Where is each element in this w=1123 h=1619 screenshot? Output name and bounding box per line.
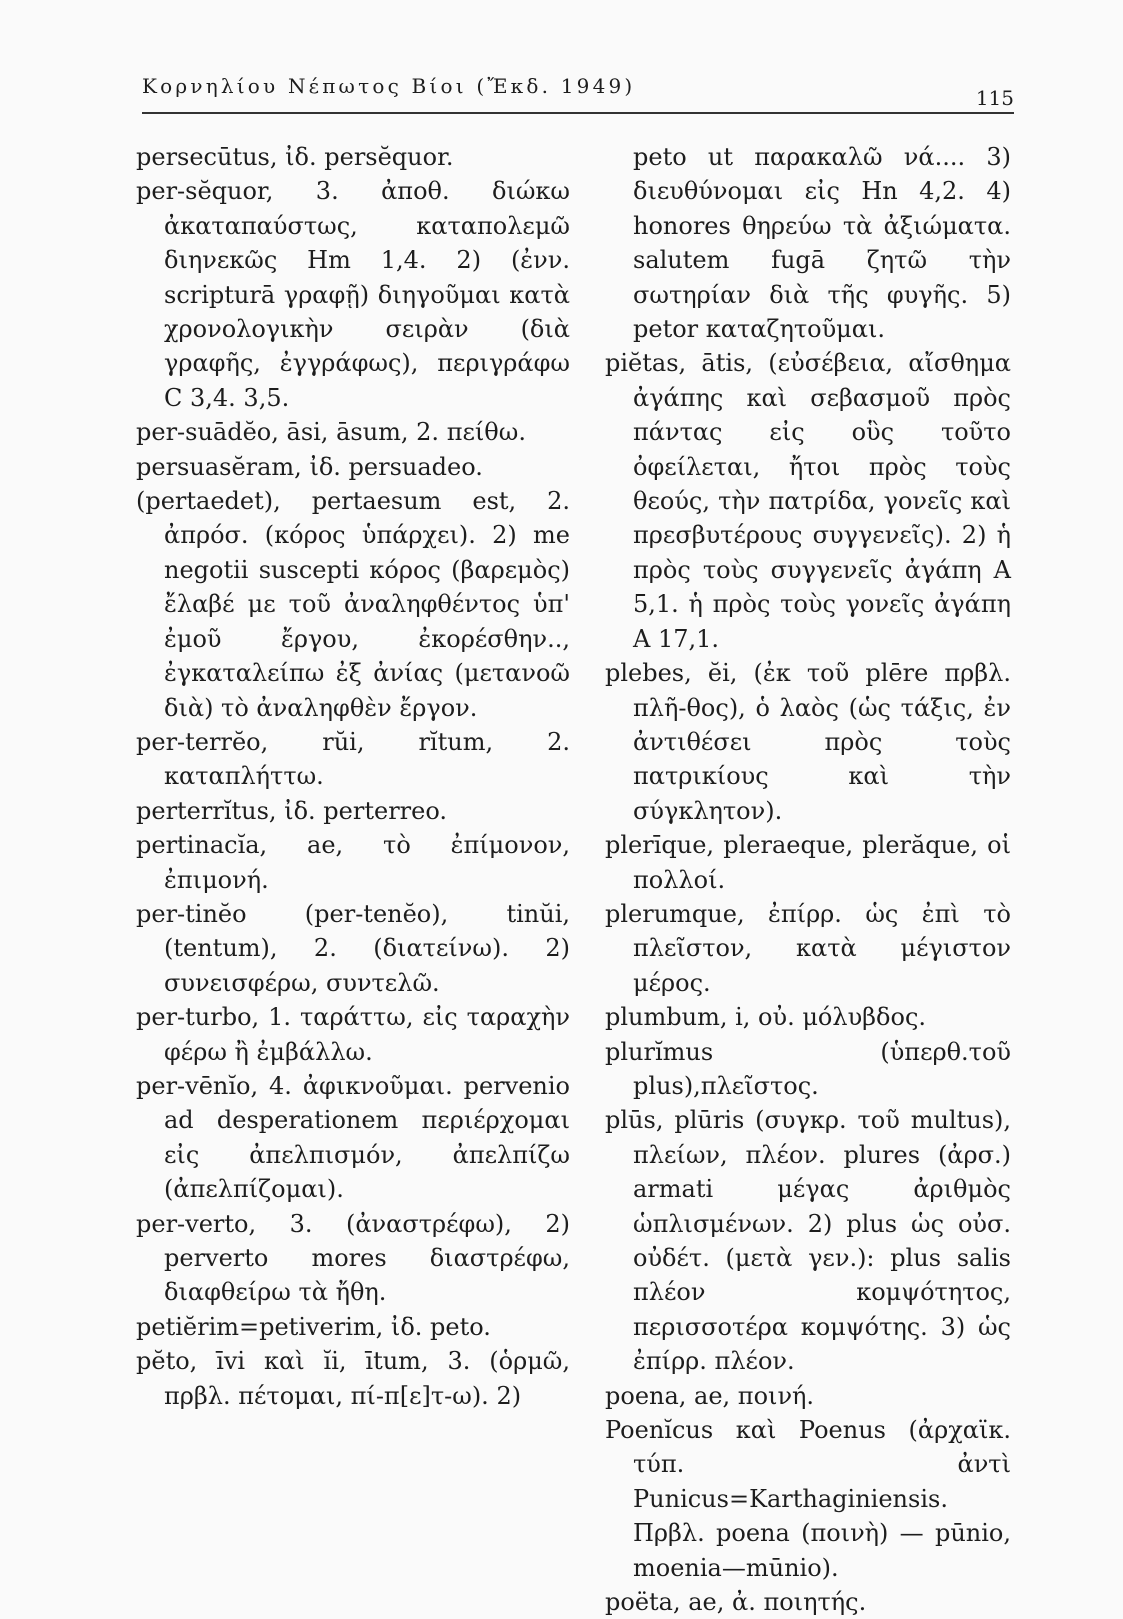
dictionary-entry (605, 828, 1011, 897)
dictionary-entry (136, 450, 570, 484)
dictionary-entry (605, 1585, 1011, 1619)
dictionary-entry (136, 1310, 570, 1344)
entry-text: Poenĭcus καὶ Poenus (ἀρχαϊκ. τύπ. ἀντὶ Punicus=Karthaginiensis. Πρβλ. poena (ποινὴ) — pūnio, moenia—mūnio). (605, 1416, 1011, 1582)
dictionary-entry (605, 1103, 1011, 1378)
entry-text: peto ut παρακαλῶ νά.... 3) διευθύνομαι εἰς Hn 4,2. 4) honores θηρεύω τὰ ἀξιώματα. salutem fugā ζητῶ τὴν σωτηρίαν διὰ τῆς φυγῆς. 5) petor καταζητοῦμαι. (633, 143, 1011, 344)
entry-text: per-sĕquor, 3. ἀποθ. διώκω ἀκαταπαύστως, καταπολεμῶ διηνεκῶς Hm 1,4. 2) (ἐνν. scripturā γραφῇ) διηγοῦμαι κατὰ χρονολογικὴν σειρὰν (διὰ γραφῆς, ἐγγράφως), περιγράφω C 3,4. 3,5. (136, 177, 570, 412)
dictionary-entry-continuation (605, 140, 1011, 346)
entry-text: persecūtus, ἰδ. persĕquor. (136, 143, 454, 171)
dictionary-entry (136, 140, 570, 174)
dictionary-entry (605, 1035, 1011, 1104)
entry-text: pĕto, īvi καὶ ĭi, ītum, 3. (ὁρμῶ, πρβλ. πέτομαι, πί-π[ε]τ-ω). 2) (136, 1347, 570, 1410)
entry-text: per-turbo, 1. ταράττω, εἰς ταραχὴν φέρω ἢ ἐμβάλλω. (136, 1003, 570, 1066)
dictionary-entry (605, 346, 1011, 656)
entry-text: plūs, plūris (συγκρ. τοῦ multus), πλείων, πλέον. plures (ἀρσ.) armati μέγας ἀριθμὸς ὡπλισμένων. 2) plus ὡς οὐσ. οὐδέτ. (μετὰ γεν.): plus salis πλέον κομψότητος, περισσοτέρα κομψότης. 3) ὡς ἐπίρρ. πλέον. (605, 1106, 1011, 1376)
entry-text: per-tinĕo (per-tenĕo), tinŭi, (tentum), 2. (διατείνω). 2) συνεισφέρω, συντελῶ. (136, 899, 570, 997)
entry-text: per-verto, 3. (ἀναστρέφω), 2) perverto mores διαστρέφω, διαφθείρω τὰ ἤθη. (136, 1209, 570, 1307)
dictionary-entry (136, 1344, 570, 1413)
entry-text: piĕtas, ātis, (εὐσέβεια, αἴσθημα ἀγάπης καὶ σεβασμοῦ πρὸς πάντας εἰς οὓς τοῦτο ὀφείλεται, ἤτοι πρὸς τοὺς θεούς, τὴν πατρίδα, γονεῖς καὶ πρεσβυτέρους συγγενεῖς). 2) ἡ πρὸς τοὺς συγγενεῖς ἀγάπη A 5,1. ἡ πρὸς τοὺς γονεῖς ἀγάπη A 17,1. (605, 349, 1011, 653)
dictionary-entry (136, 897, 570, 1000)
dictionary-entry (605, 1000, 1011, 1034)
dictionary-entry (136, 484, 570, 725)
entry-text: poëta, ae, ἀ. ποιητής. (605, 1588, 867, 1617)
entry-text: plumbum, i, οὐ. μόλυβδος. (605, 1003, 927, 1032)
dictionary-entry (605, 1413, 1011, 1585)
entry-text: plerīque, pleraeque, plerăque, οἱ πολλοί. (605, 831, 1011, 894)
dictionary-entry (605, 656, 1011, 828)
dictionary-entry (136, 174, 570, 415)
page-number: 115 (975, 86, 1014, 110)
entry-text: per-terrĕo, rŭi, rĭtum, 2. καταπλήττω. (136, 727, 570, 791)
dictionary-entry (136, 1069, 570, 1207)
dictionary-entry (136, 1207, 570, 1310)
dictionary-entry (136, 828, 570, 897)
dictionary-entry (136, 725, 570, 794)
entry-text: plerumque, ἐπίρρ. ὡς ἐπὶ τὸ πλεῖστον, κατὰ μέγιστον μέρος. (605, 899, 1011, 997)
left-column (136, 140, 570, 1413)
entry-text: poena, ae, ποινή. (605, 1381, 815, 1410)
running-header (142, 74, 1014, 110)
header-rule (142, 112, 1014, 114)
entry-text: plurĭmus (ὑπερθ.τοῦ plus),πλεῖστος. (605, 1037, 1011, 1100)
entry-text: perterrĭtus, ἰδ. perterreo. (136, 796, 447, 825)
dictionary-entry (605, 1379, 1011, 1413)
running-header-title: Κορνηλίου Νέπωτος Βίοι (Ἔκδ. 1949) (142, 74, 636, 98)
entry-text: petiĕrim=petiverim, ἰδ. peto. (136, 1312, 491, 1341)
dictionary-entry (136, 794, 570, 828)
entry-text: plebes, ĕi, (ἐκ τοῦ plēre πρβλ. πλῆ-θος), ὁ λαὸς (ὡς τάξις, ἐν ἀντιθέσει πρὸς τοὺς πατρικίους καὶ τὴν σύγκλητον). (605, 659, 1011, 825)
dictionary-entry (605, 897, 1011, 1000)
entry-text: persuasĕram, ἰδ. persuadeo. (136, 452, 483, 481)
entry-text: per-suādĕo, āsi, āsum, 2. πείθω. (136, 418, 526, 447)
right-column (605, 140, 1011, 1619)
entry-text: per-vēnĭo, 4. ἀφικνοῦμαι. pervenio ad desperationem περιέρχομαι εἰς ἀπελπισμόν, ἀπελπίζω (ἀπελπίζομαι). (136, 1071, 570, 1204)
entry-text: (pertaedet), pertaesum est, 2. ἀπρόσ. (κόρος ὑπάρχει). 2) me negotii suscepti κόρος (βαρεμὸς) ἔλαβέ με τοῦ ἀναληφθέντος ὑπ' ἐμοῦ ἔργου, ἐκορέσθην.., ἐγκαταλείπω ἐξ ἀνίας (μετανοῶ διὰ) τὸ ἀναληφθὲν ἔργον. (136, 487, 570, 722)
dictionary-entry (136, 415, 570, 449)
dictionary-entry (136, 1000, 570, 1069)
entry-text: pertinacĭa, ae, τὸ ἐπίμονον, ἐπιμονή. (136, 831, 570, 894)
